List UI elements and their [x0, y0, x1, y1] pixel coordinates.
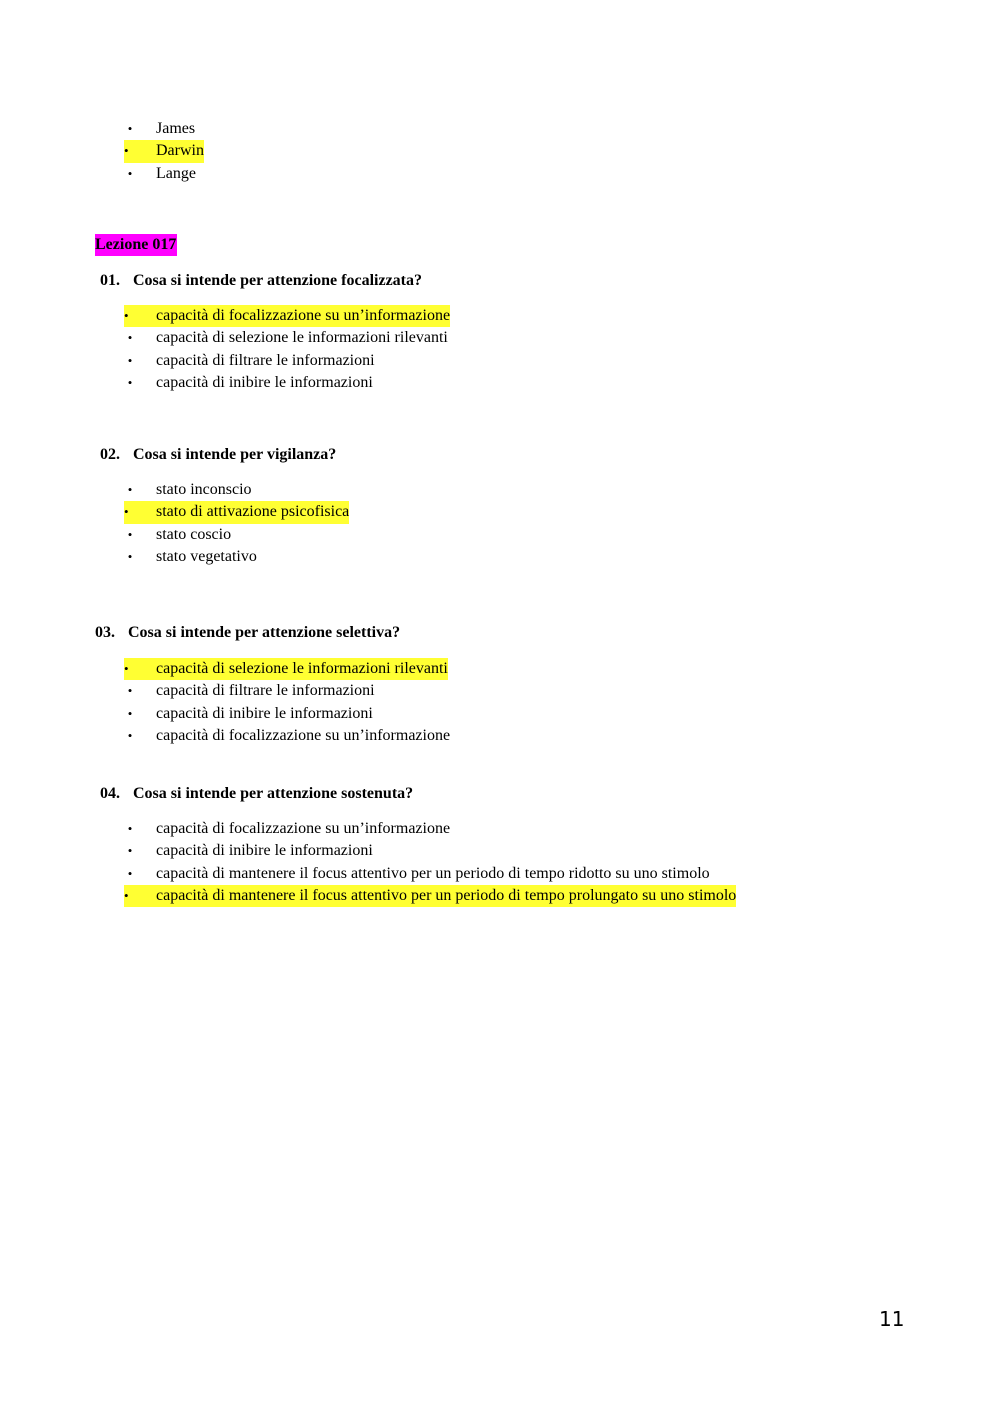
question-text: Cosa si intende per attenzione sostenuta? [133, 785, 414, 802]
option-text: capacità di selezione le informazioni rilevanti [156, 658, 448, 680]
bullet-icon: • [127, 121, 133, 136]
question-heading [100, 783, 413, 805]
question-text: Cosa si intende per attenzione selettiva? [128, 624, 401, 641]
option-text: stato coscio [156, 525, 232, 543]
option-text: James [156, 120, 196, 137]
bullet-icon: • [124, 658, 156, 680]
bullet-icon: • [127, 705, 133, 721]
bullet-icon: • [124, 140, 156, 162]
option-text: Lange [156, 164, 196, 182]
bullet-icon: • [127, 526, 133, 542]
option-text: capacità di filtrare le informazioni [156, 682, 375, 700]
option-text: capacità di mantenere il focus attentivo per un periodo di tempo ridotto su uno stimolo [156, 864, 710, 882]
option-text: capacità di inibire le informazioni [156, 842, 373, 860]
bullet-icon: • [124, 885, 156, 907]
bullet-icon: • [127, 683, 133, 699]
option-text: capacità di selezione le informazioni rilevanti [156, 329, 448, 347]
question-number: 01. [100, 272, 120, 289]
bullet-icon: • [127, 482, 133, 497]
question-number: 03. [95, 624, 115, 641]
bullet-icon: • [127, 548, 133, 564]
bullet-icon: • [127, 821, 133, 836]
question-heading [100, 444, 336, 466]
bullet-icon: • [127, 330, 133, 346]
option-text: capacità di inibire le informazioni [156, 373, 373, 391]
bullet-icon: • [127, 727, 133, 743]
page-number: 11 [879, 1307, 905, 1331]
option-text: stato vegetativo [156, 547, 257, 565]
bullet-icon: • [127, 374, 133, 390]
bullet-icon: • [127, 165, 133, 181]
option-text: stato inconscio [156, 481, 252, 498]
bullet-icon: • [124, 305, 156, 327]
option-text: capacità di focalizzazione su un’informazione [156, 820, 451, 837]
question-number: 02. [100, 446, 120, 463]
question-text: Cosa si intende per attenzione focalizzata? [133, 272, 422, 289]
lesson-heading: Lezione 017 [95, 234, 177, 256]
option-text: stato di attivazione psicofisica [156, 501, 349, 523]
question-number: 04. [100, 785, 120, 802]
bullet-icon: • [127, 865, 133, 881]
question-text: Cosa si intende per vigilanza? [133, 446, 337, 463]
question-heading [100, 270, 422, 292]
bullet-icon: • [127, 843, 133, 859]
option-text: Darwin [156, 140, 204, 162]
option-text: capacità di filtrare le informazioni [156, 351, 375, 369]
question-heading [95, 622, 400, 644]
option-text: capacità di focalizzazione su un’informazione [156, 726, 451, 744]
bullet-icon: • [127, 352, 133, 368]
option-text: capacità di inibire le informazioni [156, 704, 373, 722]
option-text: capacità di focalizzazione su un’informazione [156, 305, 450, 327]
option-text: capacità di mantenere il focus attentivo per un periodo di tempo prolungato su uno stimolo [156, 885, 736, 907]
bullet-icon: • [124, 501, 156, 523]
